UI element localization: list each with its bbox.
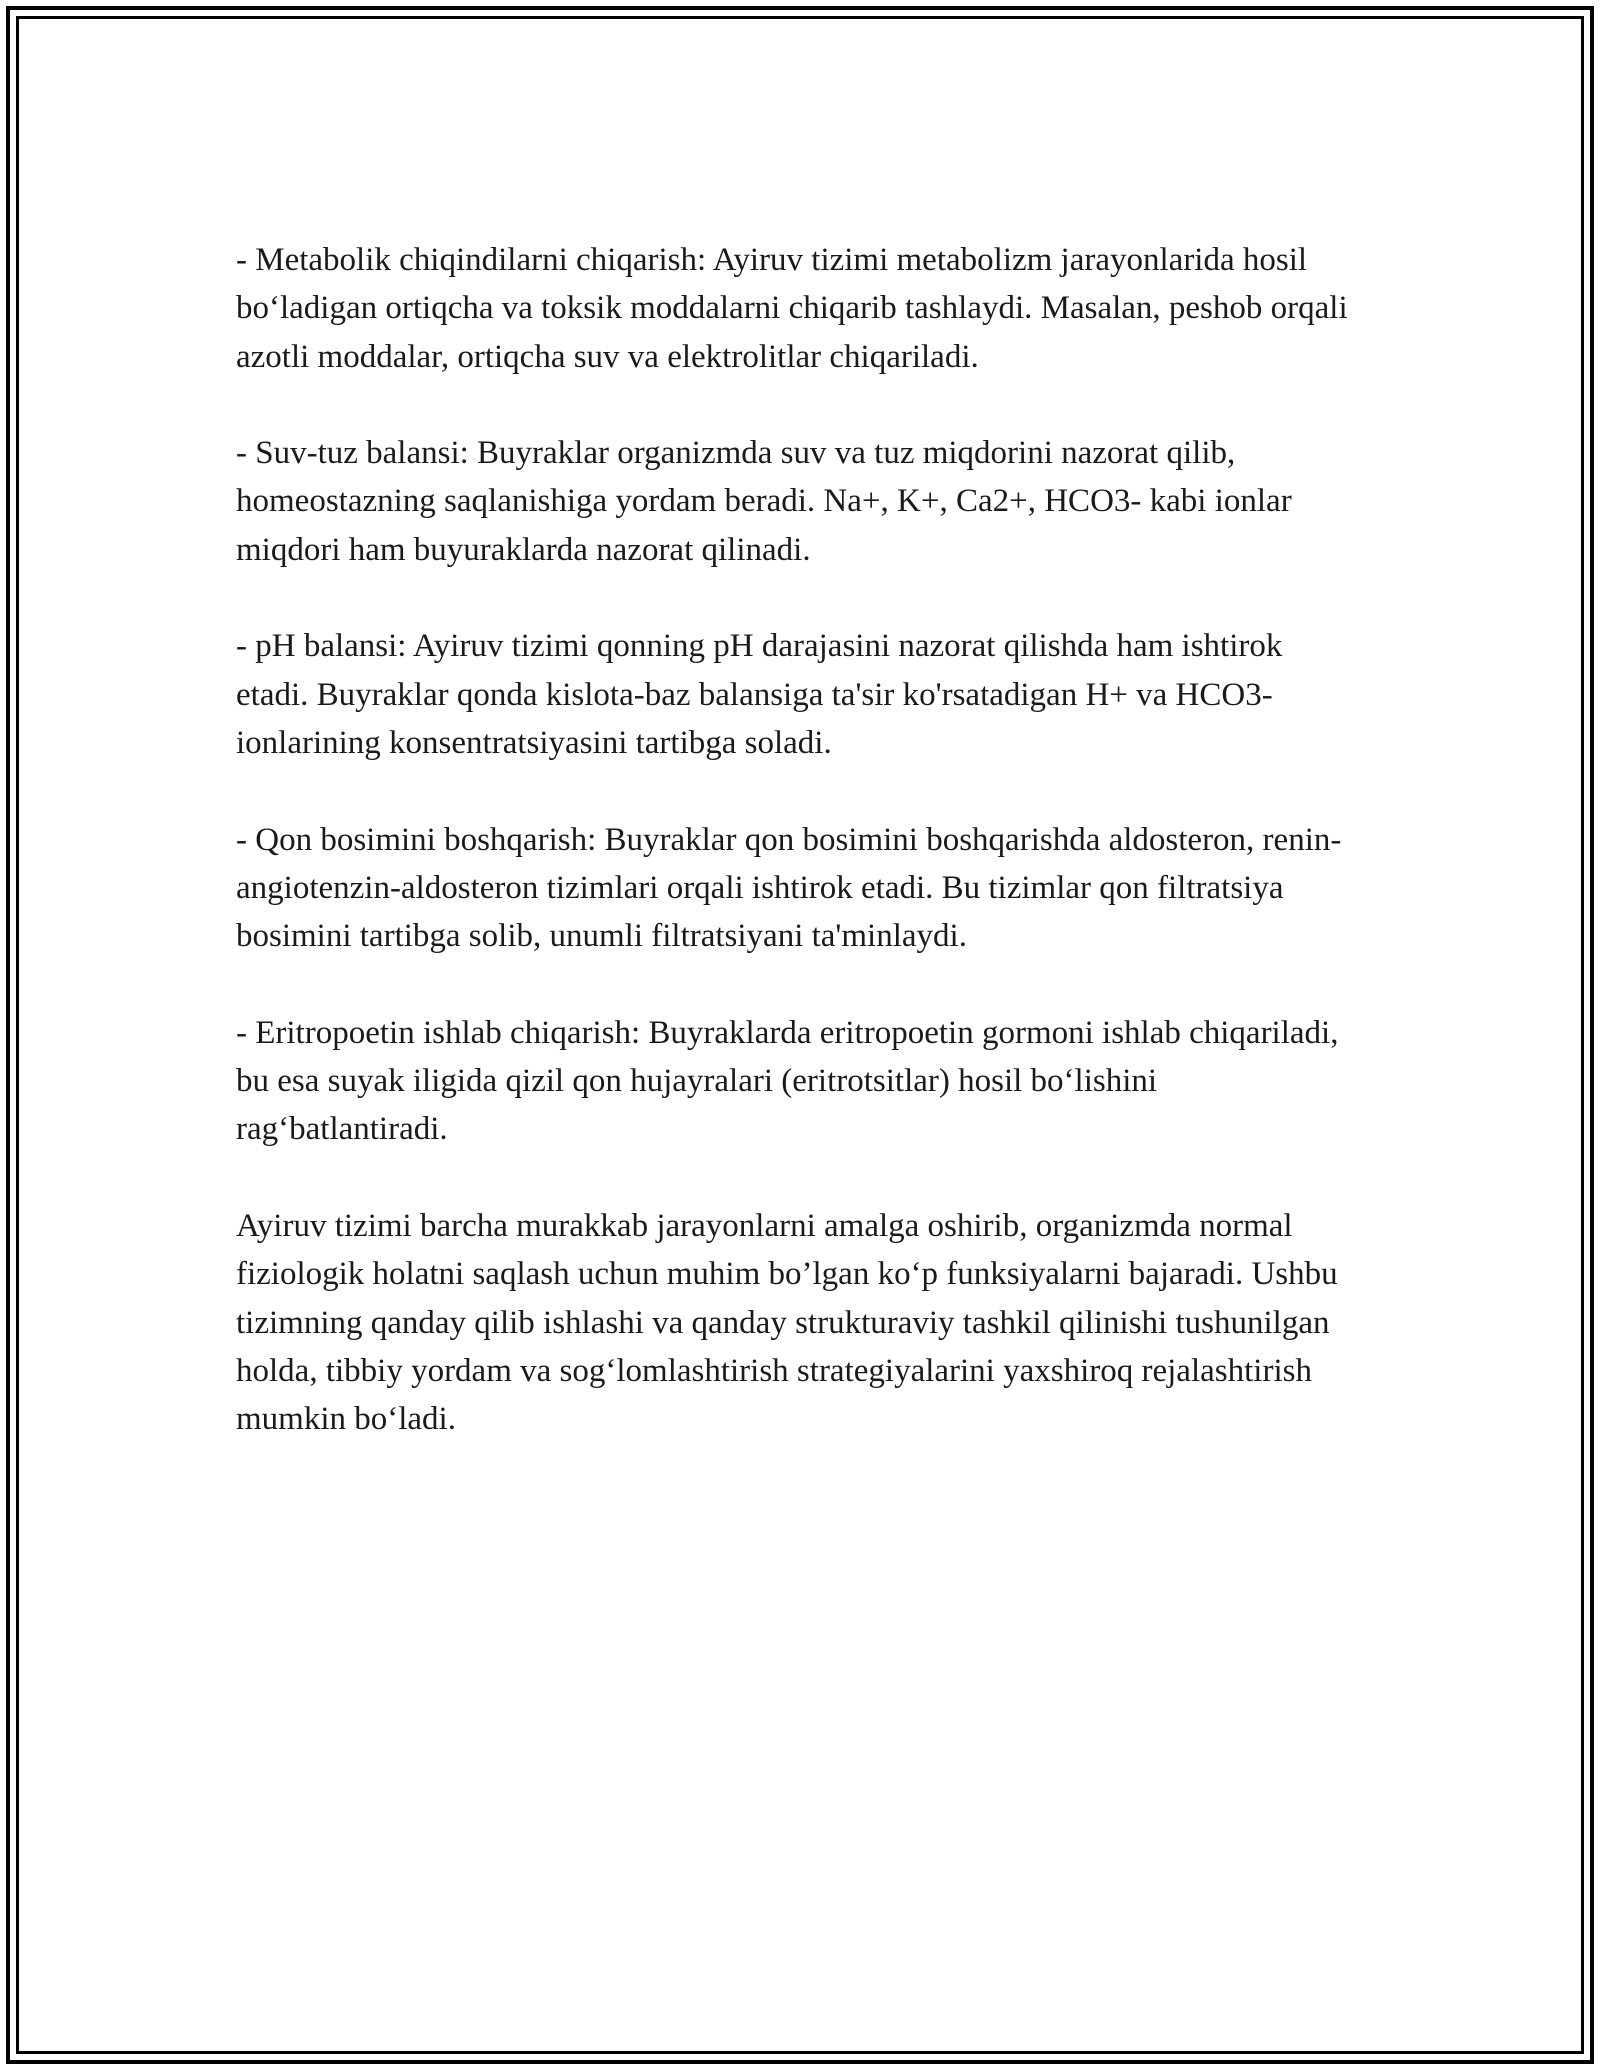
paragraph-blood-pressure: - Qon bosimini boshqarish: Buyraklar qon bosimini boshqarishda aldosteron, renin-angiotenzin-aldosteron tizimlari orqali ishtirok etadi. Bu tizimlar qon filtratsiya bosimini tartibga solib, unumli filtratsiyani ta'minlaydi.: [236, 821, 1342, 955]
paragraph-ph-balance: - pH balansi: Ayiruv tizimi qonning pH darajasini nazorat qilishda ham ishtirok etadi. Buyraklar qonda kislota-baz balansiga ta'sir ko'rsatadigan H+ va HCO3- ionlarining konsentratsiyasini tartibga soladi.: [236, 628, 1283, 761]
paragraph-water-salt-balance: - Suv-tuz balansi: Buyraklar organizmda suv va tuz miqdorini nazorat qilib, homeostazning saqlanishiga yordam beradi. Na+, K+, Ca2+, HCO3- kabi ionlar miqdori ham buyuraklarda nazorat qilinadi.: [236, 435, 1292, 568]
paragraph-metabolic-waste: - Metabolik chiqindilarni chiqarish: Ayiruv tizimi metabolizm jarayonlarida hosil bo‘ladigan ortiqcha va toksik moddalarni chiqarib tashlaydi. Masalan, peshob orqali azotli moddalar, ortiqcha suv va elektrolitlar chiqariladi.: [236, 242, 1348, 375]
document-body: [236, 236, 1356, 1443]
paragraph-erythropoietin: - Eritropoetin ishlab chiqarish: Buyraklarda eritropoetin gormoni ishlab chiqariladi, bu esa suyak iligida qizil qon hujayralari (eritrotsitlar) hosil bo‘lishini rag‘batlantiradi.: [236, 1014, 1339, 1148]
paragraph-conclusion: Ayiruv tizimi barcha murakkab jarayonlarni amalga oshirib, organizmda normal fiziologik holatni saqlash uchun muhim bo’lgan ko‘p funksiyalarni bajaradi. Ushbu tizimning qanday qilib ishlashi va qanday strukturaviy tashkil qilinishi tushunilgan holda, tibbiy yordam va sog‘lomlashtirish strategiyalarini yaxshiroq rejalashtirish mumkin bo‘ladi.: [236, 1207, 1338, 1438]
